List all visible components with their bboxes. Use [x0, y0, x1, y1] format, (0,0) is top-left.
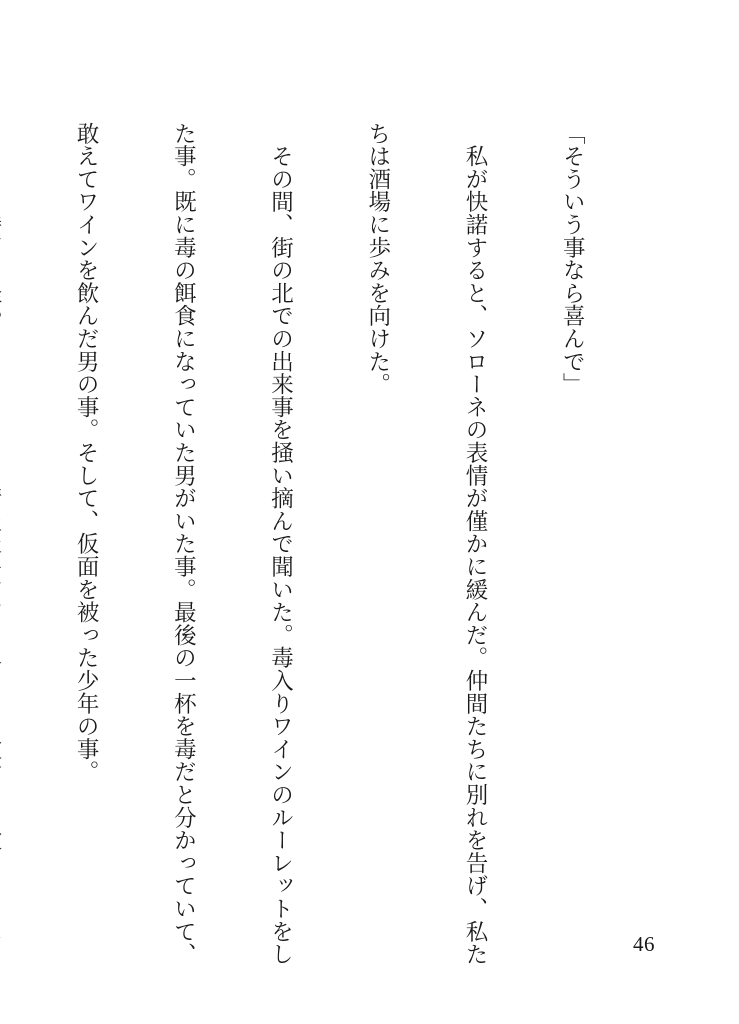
text-line: ちは酒場に歩みを向けた。: [364, 122, 391, 396]
text-line: [0, 122, 5, 912]
text-line: た事。既に毒の餌食になっていた男がいた事。最後の一杯を毒だと分かっていて、: [170, 122, 197, 966]
text-line: 私が快諾すると、ソローネの表情が僅かに緩んだ。仲間たちに別れを告げ、私た: [461, 122, 488, 966]
text-line: 「そういう事なら喜んで」: [559, 122, 586, 396]
text-line: 敢えてワインを飲んだ男の事。そして、仮面を被った少年の事。: [73, 122, 100, 784]
page-number: 46: [633, 932, 655, 956]
text-line: その間、街の北での出来事を掻い摘んで聞いた。毒入りワインのルーレットをし: [267, 122, 294, 966]
